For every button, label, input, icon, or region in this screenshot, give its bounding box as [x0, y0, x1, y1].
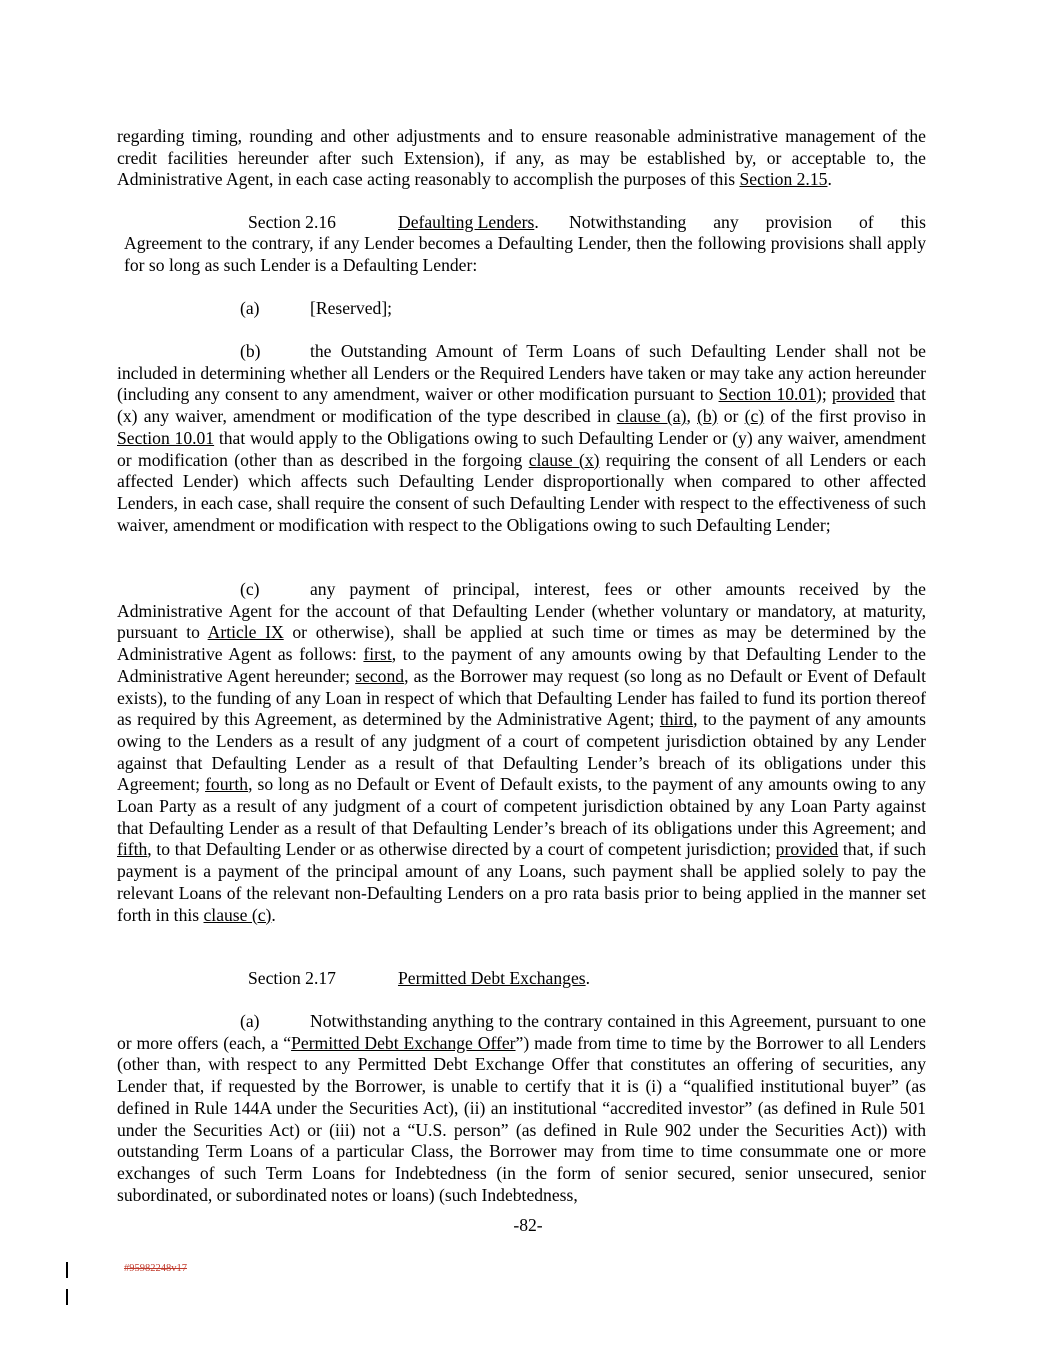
clause-label: (a)	[240, 1011, 260, 1031]
text-run: .	[827, 169, 832, 190]
clause-label: (c)	[240, 579, 260, 599]
text-run: requiring the consent of all Lenders or each affected Lender) which affects such Defaulting Lender disproportionally when compared to other affected Lenders, in each case, shall require the consent of such Defaulting Lender with respect to the effectiveness of such waiver, amendment or modification with respect to the Obligations owing to such Defaulting Lender;	[117, 449, 926, 535]
cross-reference: Section 2.15	[739, 169, 828, 190]
continuation-paragraph	[117, 126, 926, 191]
text-run: , to that Defaulting Lender or as otherwise directed by a court of competent jurisdiction;	[147, 839, 776, 860]
cross-reference: Section 10.01	[117, 427, 215, 448]
text-run: , so long as no Default or Event of Default exists, to the payment of any amounts owing to any Loan Party as a result of any judgment of a court of competent jurisdiction obtained by any Loan Party against that Defaulting Lender as a result of that Defaulting Lender’s breach of its obligations under this Agreement; and	[117, 774, 926, 838]
document-id: #95982248v17	[124, 1263, 187, 1274]
clause-label: (b)	[240, 341, 261, 361]
page-number: -82-	[513, 1215, 543, 1235]
clause-paragraph	[117, 1011, 926, 1206]
text-run: the Outstanding Amount of Term Loans of such Defaulting Lender shall not be included in determining whether all Lenders or the Required Lenders have taken or may take any action hereunder (including any consent to any amendment, waiver or other modification pursuant to	[117, 341, 926, 405]
defined-term: fourth	[205, 774, 249, 795]
section-title-text: Defaulting Lenders	[398, 212, 535, 232]
text-run: , to the payment of any amounts owing to the Lenders as a result of any judgment of a court of competent jurisdiction obtained by any Lender against that Defaulting Lender as a result of that Defaulting Lender’s breach of its obligations under this Agreement;	[117, 709, 926, 795]
cross-reference: Article IX	[207, 622, 284, 643]
revision-bar	[66, 1289, 68, 1305]
revision-bar	[66, 1262, 68, 1278]
clause-label: (a)	[240, 298, 260, 318]
text-run: ,	[686, 406, 698, 427]
section-intro-paragraph: Agreement to the contrary, if any Lender becomes a Defaulting Lender, then the following provisions shall apply for so long as such Lender is a Defaulting Lender:	[124, 233, 926, 275]
defined-term: Permitted Debt Exchange Offer	[291, 1032, 516, 1053]
text-run: , as the Borrower may request (so long as no Default or Event of Default exists), to the funding of any Loan in respect of which that Defaulting Lender has failed to fund its portion thereof as required by this Agreement, as determined by the Administrative Agent;	[117, 665, 926, 730]
text-run: .	[271, 904, 276, 925]
section-title	[398, 212, 539, 234]
text-run: or	[717, 406, 745, 427]
clause-text: [Reserved];	[310, 298, 393, 318]
defined-term: provided	[831, 384, 895, 405]
defined-term: provided	[775, 839, 839, 860]
text-run: , to the payment of any amounts owing by that Defaulting Lender to the Administrative Agent hereunder;	[117, 644, 926, 686]
text-run: .	[585, 968, 591, 988]
clause-paragraph	[117, 341, 926, 536]
cross-reference: Section 10.01	[718, 384, 817, 405]
text-run: or otherwise), shall be applied at such time or times as may be determined by the Administrative Agent as follows:	[117, 622, 927, 665]
defined-term: second	[355, 665, 405, 686]
section-lead-text: Notwithstanding any provision of this	[569, 212, 926, 232]
cross-reference: clause (a)	[616, 406, 687, 427]
section-title-text: Permitted Debt Exchanges	[398, 968, 586, 988]
text-run: Notwithstanding anything to the contrary contained in this Agreement, pursuant to one or more offers (each, a “	[117, 1011, 926, 1053]
cross-reference: (c)	[744, 406, 765, 427]
clause-paragraph	[117, 579, 926, 926]
section-number: Section 2.17	[248, 968, 336, 988]
text-run: .	[534, 212, 539, 232]
text-run: that would apply to the Obligations owing to such Defaulting Lender or (y) any waiver, amendment or modification (other than as described in the forgoing	[117, 427, 926, 470]
text-run: that (x) any waiver, amendment or modification of the type described in	[117, 384, 926, 427]
text-run: any payment of principal, interest, fees or other amounts received by the Administrative Agent for the account of that Defaulting Lender (whether voluntary or mandatory, at maturity, pursuant to	[117, 579, 926, 643]
text-run: that, if such payment is a payment of the principal amount of any Loans, such payment shall be applied solely to pay the relevant Loans of the relevant non-Defaulting Lenders on a pro rata basis prior to being applied in the manner set forth in this	[117, 839, 926, 925]
text-run: ”) made from time to time by the Borrower to all Lenders (other than, with respect to any Permitted Debt Exchange Offer that constitutes an offering of securities, any Lender that, if requested by the Borrower, is unable to certify that it is (i) a “qualified institutional buyer” (as defined in Rule 144A under the Securities Act), (ii) an institutional “accredited investor” (as defined in Rule 501 under the Securities Act) or (iii) not a “U.S. person” (as defined in Rule 902 under the Securities Act)) with outstanding Term Loans of a particular Class, the Borrower may from time to time consummate one or more exchanges of such Term Loans for Indebtedness (in the form of senior secured, senior unsecured, senior subordinated, or subordinated notes or loans) (such Indebtedness,	[117, 1032, 927, 1205]
cross-reference: clause (c)	[203, 904, 272, 925]
defined-term: fifth	[117, 839, 148, 860]
section-number: Section 2.16	[248, 212, 336, 232]
cross-reference: (b)	[697, 406, 718, 427]
text-run: );	[816, 384, 832, 405]
cross-reference: clause (x)	[528, 449, 600, 470]
section-title	[398, 968, 590, 990]
text-run: regarding timing, rounding and other adjustments and to ensure reasonable administrative management of the credit facilities hereunder after such Extension), if any, as may be established by, or acceptable to, the Administrative Agent, in each case acting reasonably to accomplish the purposes of this	[117, 126, 926, 190]
text-run: of the first proviso in	[764, 406, 927, 427]
defined-term: first	[363, 644, 392, 665]
defined-term: third	[659, 709, 694, 730]
